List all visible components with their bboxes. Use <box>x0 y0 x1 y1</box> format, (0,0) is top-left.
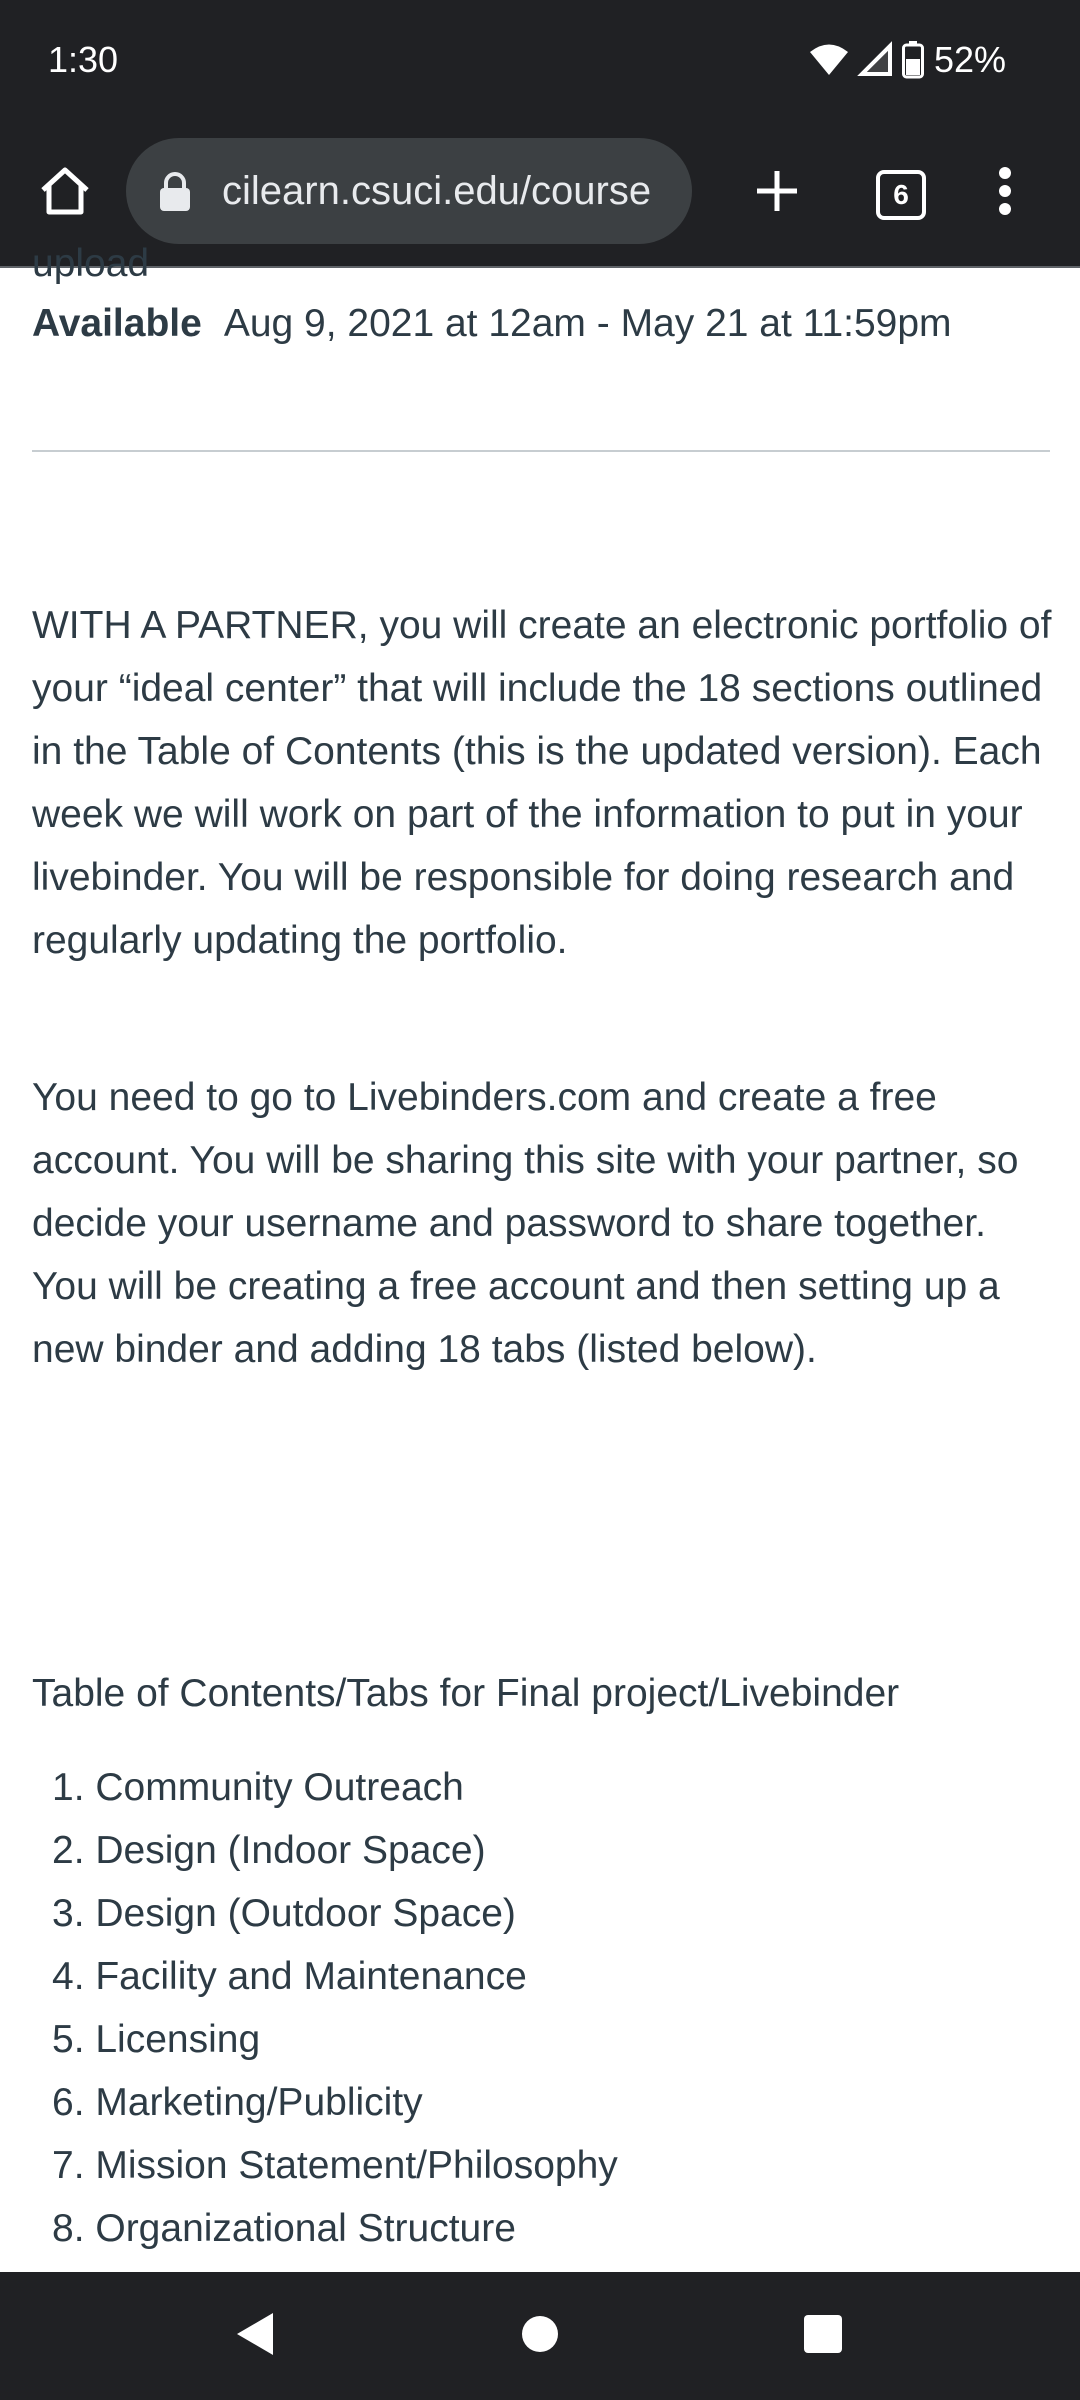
home-button[interactable] <box>30 158 100 228</box>
status-bar <box>0 0 1080 120</box>
battery-icon <box>902 41 924 79</box>
list-item: 7. Mission Statement/Philosophy <box>52 2144 618 2187</box>
cut-off-text: upload <box>32 242 150 285</box>
browser-toolbar <box>0 120 1080 268</box>
address-bar[interactable] <box>126 138 692 244</box>
availability-row <box>32 292 1042 355</box>
more-menu-icon <box>998 166 1012 221</box>
instructions-paragraph-1: WITH A PARTNER, you will create an electronic portfolio of your “ideal center” that will include the 18 sections outlined in the Table of Contents (this is the updated version). Each week we will work on part of the information to put in your livebinder. You will be responsible for doing research and regularly updating the portfolio. <box>32 604 1052 962</box>
back-icon <box>233 2311 275 2362</box>
home-icon <box>39 166 91 221</box>
home-nav-button[interactable] <box>510 2306 570 2366</box>
list-item: 2. Design (Indoor Space) <box>52 1829 486 1872</box>
battery-percent: 52% <box>933 39 1006 80</box>
status-icons <box>808 36 1006 84</box>
system-nav-bar <box>0 2272 1080 2400</box>
toc-title: Table of Contents/Tabs for Final project/Livebinder <box>32 1672 900 1715</box>
available-value: Aug 9, 2021 at 12am - May 21 at 11:59pm <box>223 302 952 345</box>
toc-list <box>52 1756 618 2260</box>
list-item: 4. Facility and Maintenance <box>52 1955 527 1998</box>
status-time: 1:30 <box>48 39 119 80</box>
signal-icon <box>860 44 892 76</box>
list-item: 5. Licensing <box>52 2018 261 2061</box>
instructions-paragraph-2: You need to go to Livebinders.com and create a free account. You will be sharing this site with your partner, so decide your username and password to share together. You will be creating a free account and then setting up a new binder and adding 18 tabs (listed below). <box>32 1076 1019 1371</box>
home-circle-icon <box>520 2314 560 2359</box>
available-label: Available <box>32 302 202 345</box>
wifi-icon <box>808 43 850 77</box>
divider <box>32 450 1050 452</box>
page-content <box>0 242 1080 2272</box>
recents-button[interactable] <box>793 2306 853 2366</box>
recents-icon <box>803 2314 843 2359</box>
lock-icon[interactable] <box>158 172 192 212</box>
more-menu-button[interactable] <box>970 158 1040 228</box>
back-button[interactable] <box>224 2306 284 2366</box>
list-item: 3. Design (Outdoor Space) <box>52 1892 516 1935</box>
tab-switcher-button[interactable]: 6 <box>876 170 926 220</box>
list-item: 8. Organizational Structure <box>52 2207 516 2250</box>
url-text[interactable]: cilearn.csuci.edu/course <box>222 169 652 213</box>
new-tab-icon <box>754 168 800 219</box>
list-item: 6. Marketing/Publicity <box>52 2081 423 2124</box>
list-item: 1. Community Outreach <box>52 1766 464 1809</box>
new-tab-button[interactable] <box>742 158 812 228</box>
